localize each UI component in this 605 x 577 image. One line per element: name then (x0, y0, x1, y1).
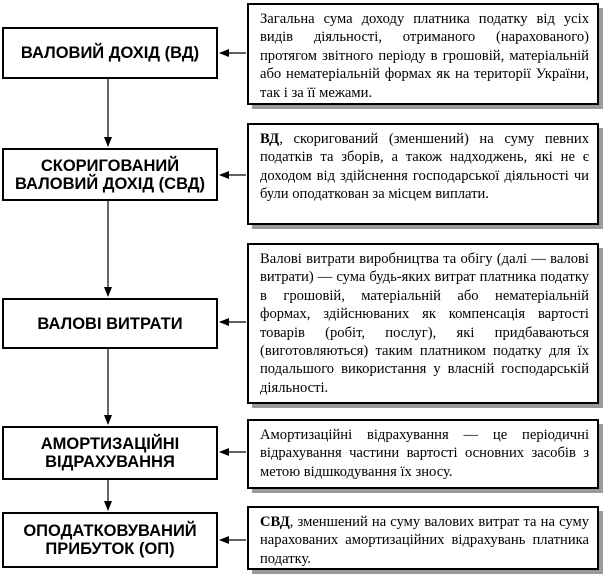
desc-text: Амортизаційні відрахування — це періодичні відрахування частини вартості основних засобів з метою відшкодування їх зносу. (260, 427, 589, 480)
desc-depreciation (247, 419, 599, 489)
desc-gross-expenses (247, 243, 599, 404)
term-depreciation: АМОРТИЗАЦІЙНІ ВІДРАХУВАННЯ (2, 426, 218, 480)
desc-gross-income (247, 3, 599, 105)
desc-text: , скоригований (зменшений) на суму певних податків та зборів, а також надходжень, які не є доходом від здійснення господарської діяльності чи були оподаткован за місцем виплати. (260, 131, 589, 203)
term-gross-expenses: ВАЛОВІ ВИТРАТИ (2, 298, 218, 349)
term-taxable-profit: ОПОДАТКОВУВАНИЙ ПРИБУТОК (ОП) (2, 512, 218, 568)
desc-lead: СВД (260, 514, 290, 530)
term-adjusted-gross-income: СКОРИГОВАНИЙ ВАЛОВИЙ ДОХІД (СВД) (2, 148, 218, 201)
desc-text: Загальна сума доходу платника податку від усіх видів діяльності, отриманого (нарахованого) протягом звітного періоду в грошовій, матеріальній або нематеріальній формах як на території України, так і за її межами. (260, 11, 589, 101)
desc-text: , зменшений на суму валових витрат та на суму нарахованих амортизаційних відрахувань платника податку. (260, 514, 589, 567)
desc-text: Валові витрати виробництва та обігу (далі — валові витрати) — сума будь-яких витрат платника податку в грошовій, матеріальній або нематеріальній формах, здійснюваних як компенсація вартості товарів (робіт, послуг), які придбаваються (виготовляються) таким платником податку для їх подальшого використання у власній господарській діяльності. (260, 251, 589, 396)
desc-lead: ВД (260, 131, 280, 147)
desc-taxable-profit (247, 506, 599, 570)
desc-adjusted-gross-income (247, 123, 599, 225)
term-gross-income: ВАЛОВИЙ ДОХІД (ВД) (2, 27, 218, 79)
